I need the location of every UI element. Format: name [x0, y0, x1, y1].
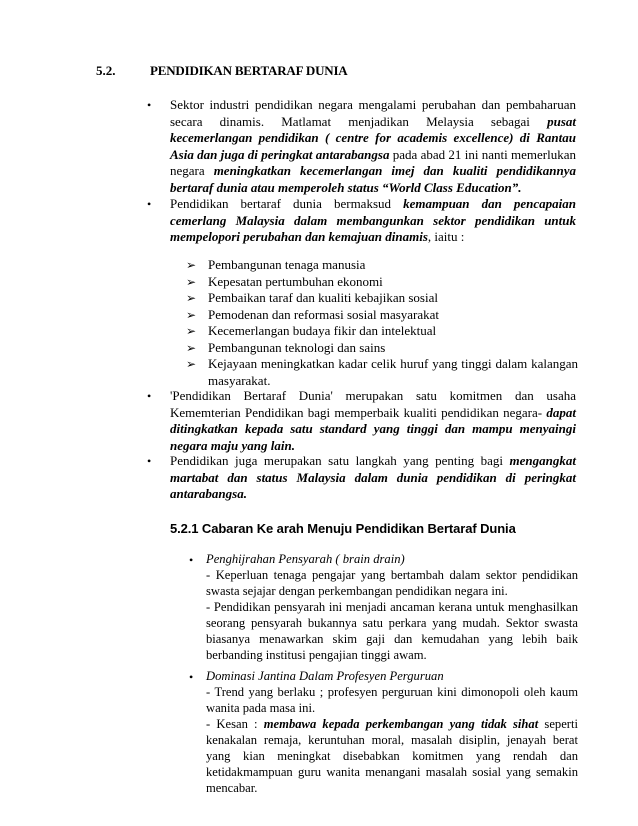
- section-title: PENDIDIKAN BERTARAF DUNIA: [150, 63, 348, 78]
- arrow-bullet-icon: ➢: [186, 324, 197, 338]
- paragraph-2: [170, 196, 576, 246]
- subsection-item-line: - Trend yang berlaku ; profesyen perguruan kini dimonopoli oleh kaum wanita pada masa ini.: [206, 685, 578, 715]
- paragraph-2-emphasis: kemampuan dan pencapaian cemerlang Malaysia dalam membangunkan sektor pendidikan untuk mempelopori perubahan dan kemajuan dinamis: [170, 196, 576, 244]
- arrow-bullet-icon: ➢: [186, 307, 197, 322]
- list-item-text: Pemodenan dan reformasi sosial masyarakat: [208, 306, 440, 322]
- arrow-bullet-icon: ➢: [186, 258, 197, 272]
- bullet-icon: •: [147, 197, 152, 211]
- subsection-item-heading: Penghijrahan Pensyarah ( brain drain): [206, 552, 405, 566]
- list-item-text: Pembangunan teknologi dan sains: [208, 339, 386, 355]
- list-item-text: Kejayaan meningkatkan kadar celik huruf yang tinggi dalam kalangan masyarakat.: [208, 356, 578, 388]
- arrow-bullet-icon: ➢: [186, 357, 197, 371]
- paragraph-4: [170, 453, 576, 503]
- paragraph-1-emphasis-2: meningkatkan kecemerlangan imej dan kualiti pendidikannya bertaraf dunia atau memperoleh status “World Class Education”.: [170, 163, 576, 195]
- paragraph-1: [170, 97, 576, 196]
- subsection-item-line: - Pendidikan pensyarah ini menjadi ancaman kerana untuk menghasilkan seorang pensyarah bukannya satu perkara yang mudah. Sektor swasta biasanya menawarkan skim gaji dan kemudahan yang lebih baik berbanding institusi pengajian tinggi awam.: [206, 600, 578, 662]
- arrow-bullet-icon: ➢: [186, 340, 197, 355]
- list-item: [186, 323, 578, 340]
- bullet-icon: •: [189, 553, 194, 567]
- list-item-text: Kepesatan pertumbuhan ekonomi: [208, 273, 383, 289]
- paragraph-1-emphasis: pusat kecemerlangan pendidikan ( centre for academis excellence) di Rantau Asia dan juga di peringkat antarabangsa: [170, 113, 576, 162]
- paragraph-3-text: 'Pendidikan Bertaraf Dunia' merupakan satu komitmen dan usaha Kememterian Pendidikan bagi memperbaik kualiti pendidikan negara-: [170, 388, 576, 420]
- list-item: [186, 307, 578, 324]
- subsection-item-line: - Keperluan tenaga pengajar yang bertambah dalam sektor pendidikan swasta sejajar dengan perkembangan pendidikan negara ini.: [206, 568, 578, 598]
- list-item: [186, 290, 578, 307]
- paragraph-1-text: Sektor industri pendidikan negara mengalami perubahan dan pembaharuan secara dinamis. Matlamat menjadikan Melaysia sebagai: [170, 97, 576, 129]
- paragraph-3: [170, 388, 576, 454]
- list-item: [186, 340, 578, 357]
- paragraph-4-emphasis: mengangkat martabat dan status Malaysia dalam dunia pendidikan di peringkat antarabangsa.: [170, 453, 576, 501]
- subsection-item-emphasis: membawa kepada perkembangan yang tidak sihat: [263, 717, 539, 731]
- subsection-item-text: seperti kenakalan remaja, keruntuhan moral, masalah disiplin, jenayah berat yang kian meningkat disebabkan komitmen yang rendah dan ketidakmampuan guru wanita menangani masalah sosial yang semakin mencabar.: [206, 717, 578, 795]
- arrow-bullet-icon: ➢: [186, 274, 197, 289]
- arrow-bullet-icon: ➢: [186, 291, 197, 305]
- subsection-item-1: [206, 551, 578, 663]
- list-item: [186, 274, 578, 291]
- subsection-item-2: [206, 668, 578, 796]
- section-number: 5.2.: [96, 63, 116, 78]
- arrow-list: [186, 257, 578, 389]
- list-item-text: Kecemerlangan budaya fikir dan intelektual: [208, 323, 437, 338]
- bullet-icon: •: [147, 98, 152, 112]
- paragraph-3-emphasis: dapat ditingkatkan kepada satu standard yang tinggi dan mampu menyaingi negara maju yang lain.: [170, 404, 576, 453]
- subsection-item-text: - Kesan :: [206, 717, 264, 731]
- list-item: [186, 356, 578, 389]
- paragraph-2-text-end: , iaitu :: [427, 229, 465, 244]
- subsection-item-line: [206, 716, 578, 796]
- paragraph-2-text: Pendidikan bertaraf dunia bermaksud: [170, 196, 404, 211]
- bullet-icon: •: [189, 670, 194, 684]
- bullet-icon: •: [147, 454, 152, 468]
- bullet-icon: •: [147, 389, 152, 403]
- subsection-item-heading: Dominasi Jantina Dalam Profesyen Perguruan: [206, 669, 444, 683]
- list-item-text: Pembaikan taraf dan kualiti kebajikan sosial: [208, 290, 438, 305]
- subsection-title: 5.2.1 Cabaran Ke arah Menuju Pendidikan Bertaraf Dunia: [170, 521, 516, 536]
- list-item: [186, 257, 578, 274]
- paragraph-1-text-mid: pada abad 21 ini nanti memerlukan negara: [170, 146, 576, 178]
- list-item-text: Pembangunan tenaga manusia: [208, 257, 366, 272]
- paragraph-4-text: Pendidikan juga merupakan satu langkah yang penting bagi: [170, 453, 510, 468]
